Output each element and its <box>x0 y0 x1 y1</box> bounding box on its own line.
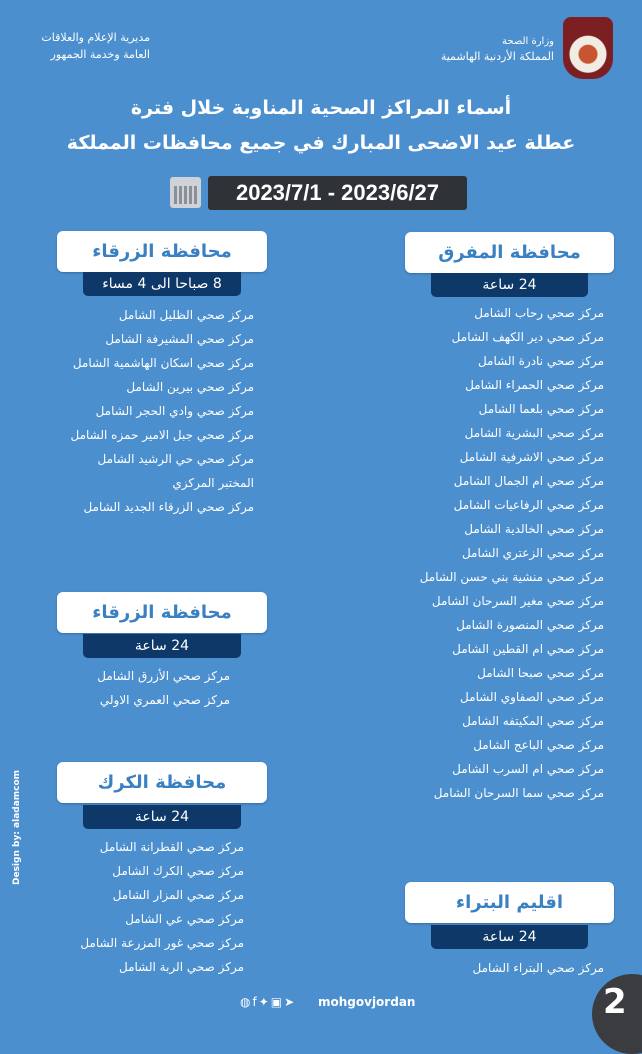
health-center-item: مركز صحي المشيرفة الشامل <box>105 332 254 346</box>
list-mafraq <box>420 301 604 805</box>
health-center-item: مركز صحي العمري الاولي <box>99 693 230 707</box>
health-center-item: مركز صحي رحاب الشامل <box>474 306 604 320</box>
health-center-item: مركز صحي صبحا الشامل <box>477 666 604 680</box>
health-center-item: مركز صحي الأزرق الشامل <box>97 669 230 683</box>
directorate-line2: العامة وخدمة الجمهور <box>50 48 150 61</box>
health-center-item: مركز صحي الخالدية الشامل <box>464 522 604 536</box>
health-center-item: مركز صحي ام السرب الشامل <box>452 762 604 776</box>
twitter-icon[interactable]: ✦ <box>258 995 271 1009</box>
list-zarqa <box>71 303 255 519</box>
health-center-item: مركز صحي الباعج الشامل <box>473 738 604 752</box>
health-center-item: مركز صحي ام الجمال الشامل <box>453 474 604 488</box>
list-karak <box>80 835 244 979</box>
health-center-item: مركز صحي الزرقاء الجديد الشامل <box>83 500 254 514</box>
section-title-mafraq: محافظة المفرق <box>405 232 614 273</box>
design-credit: Design by: aladamcom <box>12 769 22 885</box>
telegram-icon[interactable]: ➤ <box>284 995 297 1009</box>
section-title-petra: اقليم البتراء <box>405 882 614 923</box>
section-title-karak: محافظة الكرك <box>57 762 267 803</box>
kingdom-name: المملكة الأردنية الهاشمية <box>440 50 554 63</box>
health-center-item: مركز صحي الربة الشامل <box>118 960 244 974</box>
health-center-item: مركز صحي وادي الحجر الشامل <box>95 404 254 418</box>
health-center-item: مركز صحي ام القطين الشامل <box>452 642 604 656</box>
facebook-icon[interactable]: f <box>252 995 259 1009</box>
health-center-item: مركز صحي البتراء الشامل <box>472 961 604 975</box>
health-center-item: مركز صحي عي الشامل <box>125 912 244 926</box>
instagram-icon[interactable]: ▣ <box>270 995 285 1009</box>
section-title-zarqa-24h: محافظة الزرقاء <box>57 592 267 633</box>
ministry-name: وزارة الصحة <box>502 36 554 47</box>
health-center-item: مركز صحي الرفاعيات الشامل <box>453 498 604 512</box>
page-number: 2 <box>603 982 627 1022</box>
health-center-item: مركز صحي منشية بني حسن الشامل <box>419 570 604 584</box>
health-center-item: مركز صحي الزعتري الشامل <box>461 546 604 560</box>
health-center-item: مركز صحي اسكان الهاشمية الشامل <box>72 356 254 370</box>
hours-badge-zarqa-24h: 24 ساعة <box>83 634 241 658</box>
health-center-item: مركز صحي المزار الشامل <box>112 888 244 902</box>
social-icons <box>240 995 296 1009</box>
list-zarqa-24h <box>97 664 230 712</box>
health-center-item: مركز صحي الصفاوي الشامل <box>460 690 604 704</box>
globe-icon[interactable]: ◍ <box>240 995 253 1009</box>
health-center-item: مركز صحي بيرين الشامل <box>126 380 254 394</box>
coat-of-arms-logo <box>563 17 613 79</box>
health-center-item: مركز صحي سما السرحان الشامل <box>433 786 604 800</box>
health-center-item: مركز صحي الظليل الشامل <box>118 308 254 322</box>
health-center-item: مركز صحي المنصورة الشامل <box>456 618 604 632</box>
health-center-item: مركز صحي الاشرفية الشامل <box>459 450 604 464</box>
hours-badge-karak: 24 ساعة <box>83 805 241 829</box>
calendar-icon <box>170 177 201 208</box>
health-center-item: مركز صحي القطرانة الشامل <box>99 840 244 854</box>
hours-badge-petra: 24 ساعة <box>431 925 588 949</box>
health-center-item: مركز صحي المكيتفه الشامل <box>462 714 604 728</box>
health-center-item: مركز صحي مغير السرحان الشامل <box>431 594 604 608</box>
hours-badge-zarqa: 8 صباحا الى 4 مساء <box>83 272 241 296</box>
date-range: 2023/7/1 - 2023/6/27 <box>208 176 467 210</box>
health-center-item: مركز صحي البشرية الشامل <box>464 426 604 440</box>
health-center-item: مركز صحي جبل الامير حمزه الشامل <box>70 428 254 442</box>
hours-badge-mafraq: 24 ساعة <box>431 273 588 297</box>
health-center-item: مركز صحي نادرة الشامل <box>477 354 604 368</box>
health-center-item: مركز صحي دير الكهف الشامل <box>451 330 604 344</box>
health-center-item: المختبر المركزي <box>172 476 254 490</box>
social-handle[interactable]: mohgovjordan <box>318 995 416 1009</box>
page-title-line2: عطلة عيد الاضحى المبارك في جميع محافظات المملكة <box>66 132 576 154</box>
health-center-item: مركز صحي حي الرشيد الشامل <box>97 452 254 466</box>
page-title-line1: أسماء المراكز الصحية المناوبة خلال فترة <box>130 97 512 119</box>
health-center-item: مركز صحي بلعما الشامل <box>478 402 604 416</box>
health-center-item: مركز صحي غور المزرعة الشامل <box>80 936 244 950</box>
directorate-line1: مديرية الإعلام والعلاقات <box>41 31 150 44</box>
health-center-item: مركز صحي الحمراء الشامل <box>465 378 604 392</box>
section-title-zarqa: محافظة الزرقاء <box>57 231 267 272</box>
health-center-item: مركز صحي الكرك الشامل <box>112 864 244 878</box>
list-petra <box>473 956 604 980</box>
